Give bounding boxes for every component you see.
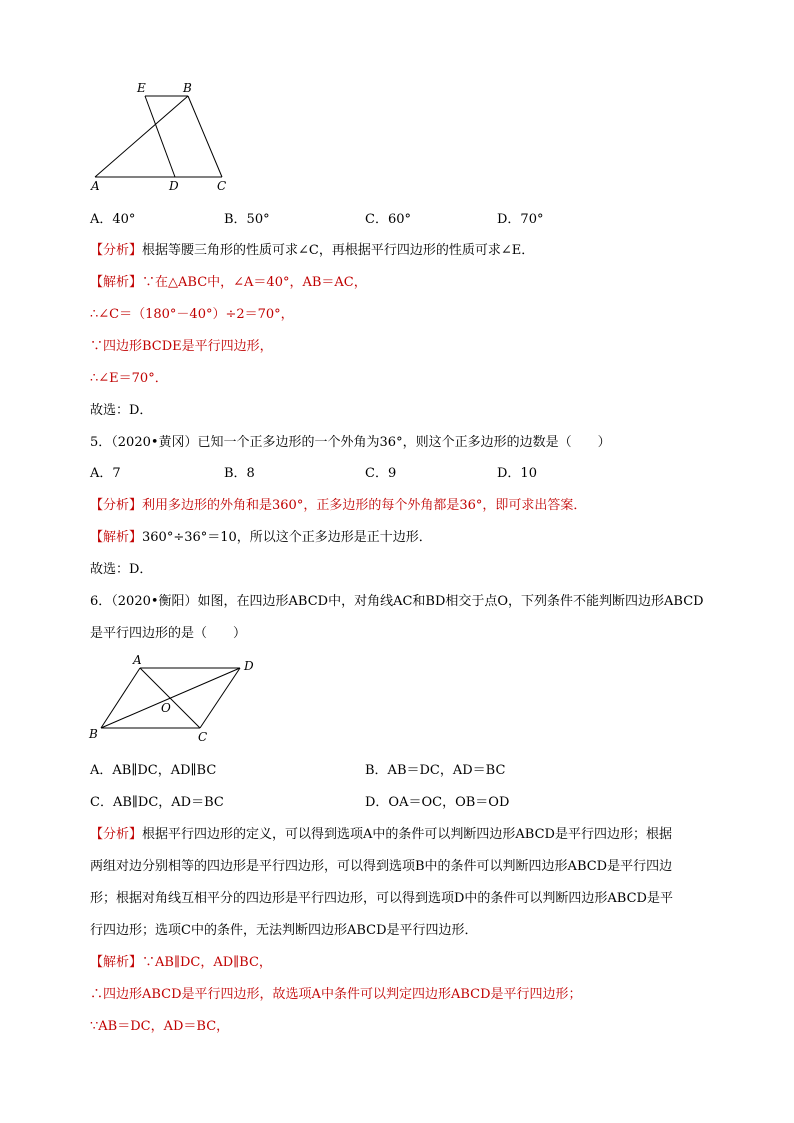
q5-solution: 【解析】360°÷36°＝10，所以这个正多边形是正十边形． bbox=[90, 530, 432, 545]
q4-option-b: B．50° bbox=[224, 212, 270, 227]
q4-solution-3: ∵四边形BCDE是平行四边形， bbox=[90, 339, 273, 354]
label-E: E bbox=[137, 81, 146, 95]
q6-analysis-1: 【分析】根据平行四边形的定义，可以得到选项A中的条件可以判断四边形ABCD是平行四边形；根据 bbox=[90, 827, 672, 842]
q5-option-c: C．9 bbox=[365, 466, 397, 481]
q6-solution-1: 【解析】∵AB∥DC，AD∥BC， bbox=[90, 955, 272, 970]
q4-analysis: 【分析】根据等腰三角形的性质可求∠C，再根据平行四边形的性质可求∠E． bbox=[90, 243, 535, 258]
q6-option-d: D．OA＝OC，OB＝OD bbox=[365, 795, 510, 810]
q6-analysis-4: 行四边形；选项C中的条件，无法判断四边形ABCD是平行四边形． bbox=[90, 923, 478, 938]
q4-solution-2: ∴∠C＝（180°－40°）÷2＝70°， bbox=[90, 307, 294, 322]
q6-option-a: A．AB∥DC，AD∥BC bbox=[90, 763, 217, 778]
label-A: A bbox=[91, 179, 100, 193]
label-D: D bbox=[169, 179, 179, 193]
q5-stem: 5．（2020•黄冈）已知一个正多边形的一个外角为36°，则这个正多边形的边数是（ ） bbox=[90, 435, 611, 450]
q6-analysis-2: 两组对边分别相等的四边形是平行四边形，可以得到选项B中的条件可以判断四边形ABCD是平行四边 bbox=[90, 859, 673, 874]
q4-answer: 故选：D． bbox=[90, 403, 153, 418]
label-A2: A bbox=[133, 653, 142, 667]
label-B: B bbox=[183, 81, 192, 95]
solution-tag: 【解析】 bbox=[90, 275, 143, 290]
q6-option-c: C．AB∥DC，AD＝BC bbox=[90, 795, 224, 810]
analysis-tag: 【分析】 bbox=[90, 243, 143, 258]
q5-analysis: 【分析】利用多边形的外角和是360°，正多边形的每个外角都是36°，即可求出答案． bbox=[90, 498, 587, 513]
q4-option-a: A．40° bbox=[90, 212, 136, 227]
q6-stem-1: 6．（2020•衡阳）如图，在四边形ABCD中，对角线AC和BD相交于点O，下列条件不能判断四边形ABCD bbox=[90, 594, 704, 609]
q4-option-c: C．60° bbox=[365, 212, 411, 227]
q6-option-b: B．AB＝DC，AD＝BC bbox=[365, 763, 506, 778]
q6-analysis-3: 形；根据对角线互相平分的四边形是平行四边形，可以得到选项D中的条件可以判断四边形ABCD是平 bbox=[90, 891, 673, 906]
q5-option-d: D．10 bbox=[497, 466, 537, 481]
q4-solution-1: 【解析】∵在△ABC中，∠A＝40°，AB＝AC， bbox=[90, 275, 367, 290]
label-D2: D bbox=[244, 659, 254, 673]
label-O: O bbox=[161, 701, 171, 715]
label-C2: C bbox=[198, 730, 208, 744]
q4-option-d: D．70° bbox=[497, 212, 544, 227]
q6-stem-2: 是平行四边形的是（ ） bbox=[90, 626, 247, 641]
label-B2: B bbox=[89, 727, 98, 741]
q5-option-b: B．8 bbox=[224, 466, 255, 481]
q5-answer: 故选：D． bbox=[90, 562, 153, 577]
q4-solution-4: ∴∠E＝70°． bbox=[90, 371, 168, 386]
q5-option-a: A．7 bbox=[90, 466, 121, 481]
q6-solution-3: ∵AB＝DC，AD＝BC， bbox=[90, 1019, 230, 1034]
q6-solution-2: ∴四边形ABCD是平行四边形，故选项A中条件可以判定四边形ABCD是平行四边形； bbox=[90, 987, 582, 1002]
label-C: C bbox=[217, 179, 227, 193]
